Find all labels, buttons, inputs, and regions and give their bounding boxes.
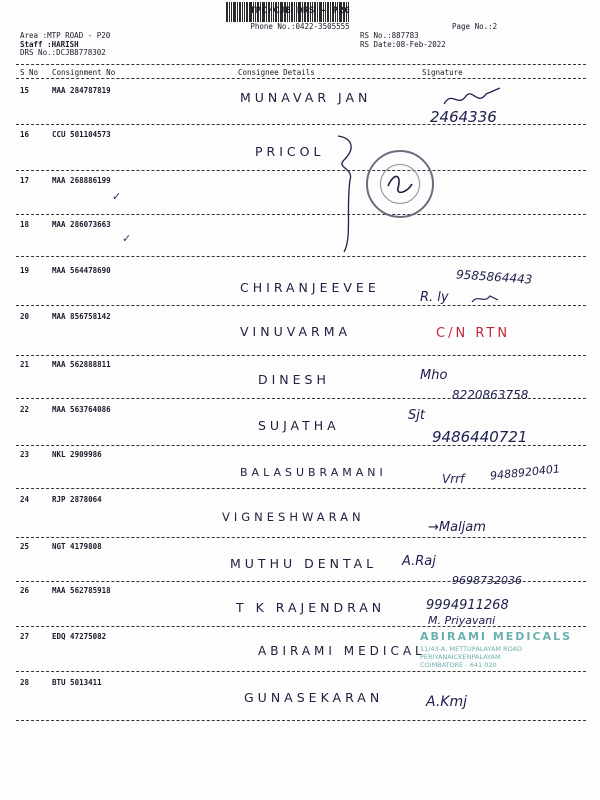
handwritten-initials: →Maljam: [428, 520, 486, 535]
divider: [16, 214, 586, 215]
row-sno: 15: [20, 86, 30, 95]
row-sno: 25: [20, 542, 30, 551]
header-left-block: [20, 32, 110, 58]
col-header-consignment: Consignment No: [52, 68, 116, 77]
row-consignee: VINUVARMA: [240, 324, 352, 339]
row-consignment: NGT 4179808: [52, 542, 102, 551]
row-consignee: CHIRANJEEVEE: [240, 280, 380, 295]
row-sno: 27: [20, 632, 30, 641]
row-consignment: MAA 563764086: [52, 405, 111, 414]
row-consignment: MAA 286073663: [52, 220, 111, 229]
row-sno: 24: [20, 495, 30, 504]
signature-scribble: [470, 292, 500, 306]
row-consignee: MUTHU DENTAL: [230, 556, 378, 571]
row-consignee: DINESH: [258, 372, 330, 387]
divider: [16, 581, 586, 582]
divider: [16, 170, 586, 171]
handwritten-initials: Mho: [420, 368, 448, 383]
divider: [16, 305, 586, 306]
row-signature: 9698732036: [452, 574, 522, 587]
divider: [16, 78, 586, 79]
divider: [16, 537, 586, 538]
divider: [16, 626, 586, 627]
row-consignee: PRICOL: [255, 144, 325, 159]
stamp-city: COIMBATORE - 641 020: [420, 661, 497, 669]
row-consignment: BTU 5013411: [52, 678, 102, 687]
row-sno: 26: [20, 586, 30, 595]
signer-name: M. Priyavani: [428, 614, 496, 627]
row-consignment: MAA 562785918: [52, 586, 111, 595]
row-signature: 9994911268: [426, 598, 509, 613]
handwritten-bracket: [330, 128, 370, 258]
row-sno: 23: [20, 450, 30, 459]
row-consignee: GUNASEKARAN: [244, 690, 384, 705]
stamp-locality: PERIYANAICKENPALAYAM: [420, 653, 501, 661]
divider: [16, 355, 586, 356]
divider: [16, 64, 586, 65]
divider: [16, 124, 586, 125]
row-consignee: MUNAVAR JAN: [240, 90, 372, 105]
row-signature: 9585864443: [455, 267, 533, 287]
row-sno: 17: [20, 176, 30, 185]
stamp-name: ABIRAMI MEDICALS: [420, 630, 573, 643]
row-consignee: SUJATHA: [258, 418, 340, 433]
header-right-block: [360, 32, 446, 49]
handwritten-initials: Vrrf: [442, 472, 465, 486]
row-consignment: MAA 284787819: [52, 86, 111, 95]
row-signature: 9488920401: [489, 462, 561, 483]
col-header-sno: S No: [20, 68, 39, 77]
stamp-address: 11/43-A, METTUPALAYAM ROAD: [420, 645, 523, 653]
row-consignment: EDQ 47275082: [52, 632, 107, 641]
row-sno: 21: [20, 360, 30, 369]
row-sno: 16: [20, 130, 30, 139]
row-sno: 28: [20, 678, 30, 687]
drs-number: DRS No.:DCJB8778302: [20, 48, 106, 58]
row-consignment: MAA 562888811: [52, 360, 111, 369]
row-signature: 2464336: [430, 108, 497, 126]
check-mark-icon: ✓: [122, 232, 132, 245]
area-label: Area :MTP ROAD - P20: [20, 31, 111, 40]
row-consignment: MAA 856758142: [52, 312, 111, 321]
row-consignment: MAA 268886199: [52, 176, 111, 185]
divider: [16, 488, 586, 489]
row-sno: 18: [20, 220, 30, 229]
row-consignment: RJP 2878064: [52, 495, 102, 504]
check-mark-icon: ✓: [112, 190, 122, 203]
row-consignee: ABIRAMI MEDICAL: [258, 644, 426, 658]
pharmacy-stamp: [420, 630, 580, 690]
signature-scribble: [440, 84, 510, 114]
row-consignee: T K RAJENDRAN: [236, 600, 386, 615]
row-consignee: BALASUBRAMANI: [240, 466, 387, 479]
divider: [16, 445, 586, 446]
rs-date: RS Date:08-Feb-2022: [360, 39, 446, 49]
row-consignment: NKL 2909986: [52, 450, 102, 459]
company-seal-stamp: [366, 150, 434, 218]
handwritten-initials: A.Raj: [402, 554, 436, 569]
handwritten-initials: R. ly: [420, 290, 449, 305]
row-signature: 8220863758: [452, 388, 529, 402]
row-signature: 9486440721: [432, 428, 528, 446]
row-signature: A.Kmj: [426, 694, 467, 710]
row-sno: 22: [20, 405, 30, 414]
handwritten-initials: Sjt: [408, 408, 425, 423]
row-consignee: VIGNESHWARAN: [222, 510, 365, 524]
col-header-consignee: Consignee Details: [238, 68, 315, 77]
page-number: Page No.:2: [452, 22, 498, 31]
staff-label: Staff :HARISH: [20, 39, 79, 49]
divider: [16, 256, 586, 257]
col-header-signature: Signature: [422, 68, 463, 77]
row-consignment: MAA 564478690: [52, 266, 111, 275]
rs-number: RS No.:887783: [360, 31, 419, 40]
row-sno: 20: [20, 312, 30, 321]
divider: [16, 398, 586, 399]
divider: [16, 720, 586, 721]
row-consignment: CCU 501104573: [52, 130, 111, 139]
return-note: C/N RTN: [436, 326, 511, 341]
phone-number: Phone No.:0422-3505555: [250, 22, 350, 31]
sheet-title: TPC/CJB DRS - P20: [249, 6, 351, 16]
row-sno: 19: [20, 266, 30, 275]
